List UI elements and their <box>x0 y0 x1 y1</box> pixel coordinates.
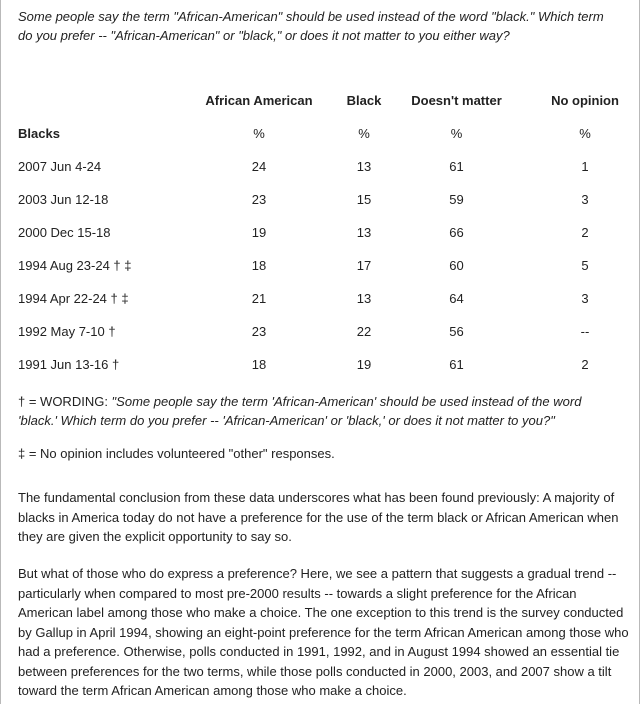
value-african-american: 19 <box>251 225 267 240</box>
header-blank <box>1 84 174 117</box>
value-black: 15 <box>356 192 372 207</box>
value-doesnt-matter: 56 <box>449 324 464 339</box>
value-black: 19 <box>356 357 372 372</box>
row-date: 1992 May 7-10 † <box>18 324 116 339</box>
header-black: Black <box>346 93 382 108</box>
value-no-opinion: 1 <box>581 159 589 174</box>
value-african-american: 24 <box>251 159 267 174</box>
footnote-wording-prefix: † = WORDING: <box>18 394 112 409</box>
row-date: 2000 Dec 15-18 <box>18 225 111 240</box>
group-label: Blacks <box>18 126 60 141</box>
table-row <box>1 348 640 381</box>
survey-question: Some people say the term "African-American" should be used instead of the word "black." Which term do you prefer -- "African-American" or "black," or does it not matter to you either way? <box>18 9 604 43</box>
footnote-wording <box>18 392 623 430</box>
value-no-opinion: -- <box>580 324 590 339</box>
header-african-american: African American <box>205 93 313 108</box>
row-date: 2003 Jun 12-18 <box>18 192 109 207</box>
table-row <box>1 150 640 183</box>
row-date: 1991 Jun 13-16 † <box>18 357 120 372</box>
value-black: 13 <box>356 159 372 174</box>
value-african-american: 18 <box>251 357 267 372</box>
unit-cell: % <box>450 126 463 141</box>
header-doesnt-matter: Doesn't matter <box>411 93 502 108</box>
value-black: 13 <box>356 225 372 240</box>
value-doesnt-matter: 59 <box>449 192 464 207</box>
group-row <box>1 117 640 150</box>
footnote-wording-text: "Some people say the term 'African-American' should be used instead of the word 'black.' Which term do you prefer -- 'African-American' or 'black,' or does it not matter to you?" <box>18 394 582 428</box>
value-african-american: 18 <box>251 258 267 273</box>
value-no-opinion: 3 <box>581 291 589 306</box>
paragraph-conclusion: The fundamental conclusion from these data underscores what has been found previously: A majority of blacks in America today do not have a preference for the use of the term black or African American when they are given the explicit opportunity to say so. <box>18 490 619 544</box>
table-row <box>1 315 640 348</box>
footnote-no-opinion: ‡ = No opinion includes volunteered "other" responses. <box>18 446 335 461</box>
value-doesnt-matter: 61 <box>449 159 464 174</box>
value-no-opinion: 2 <box>581 357 589 372</box>
header-no-opinion: No opinion <box>551 93 619 108</box>
value-no-opinion: 2 <box>581 225 589 240</box>
value-doesnt-matter: 60 <box>449 258 464 273</box>
table-row <box>1 216 640 249</box>
value-african-american: 23 <box>251 192 267 207</box>
unit-cell: % <box>579 126 591 141</box>
table-row <box>1 249 640 282</box>
value-black: 22 <box>356 324 372 339</box>
value-black: 17 <box>356 258 372 273</box>
table-row <box>1 282 640 315</box>
value-doesnt-matter: 66 <box>449 225 464 240</box>
value-black: 13 <box>356 291 372 306</box>
unit-cell: % <box>358 126 370 141</box>
results-table <box>1 84 640 381</box>
value-african-american: 21 <box>251 291 267 306</box>
value-doesnt-matter: 61 <box>449 357 464 372</box>
value-no-opinion: 3 <box>581 192 589 207</box>
table-row <box>1 183 640 216</box>
unit-cell: % <box>253 126 265 141</box>
row-date: 1994 Aug 23-24 † ‡ <box>18 258 132 273</box>
value-no-opinion: 5 <box>581 258 589 273</box>
paragraph-preference-trend: But what of those who do express a preference? Here, we see a pattern that suggests a gradual trend -- particularly when compared to most pre-2000 results -- towards a slight preference for the African American label among those who make a choice. The one exception to this trend is the survey conducted by Gallup in April 1994, showing an eight-point preference for the term African American among those who had a preference. Otherwise, polls conducted in 1991, 1992, and in August 1994 showed an essential tie between preferences for the two terms, while those polls conducted in 2000, 2003, and 2007 show a tilt toward the term African American among those who make a choice. <box>18 566 629 698</box>
row-date: 2007 Jun 4-24 <box>18 159 102 174</box>
row-date: 1994 Apr 22-24 † ‡ <box>18 291 129 306</box>
value-doesnt-matter: 64 <box>449 291 464 306</box>
table-header-row <box>1 84 640 117</box>
value-african-american: 23 <box>251 324 267 339</box>
